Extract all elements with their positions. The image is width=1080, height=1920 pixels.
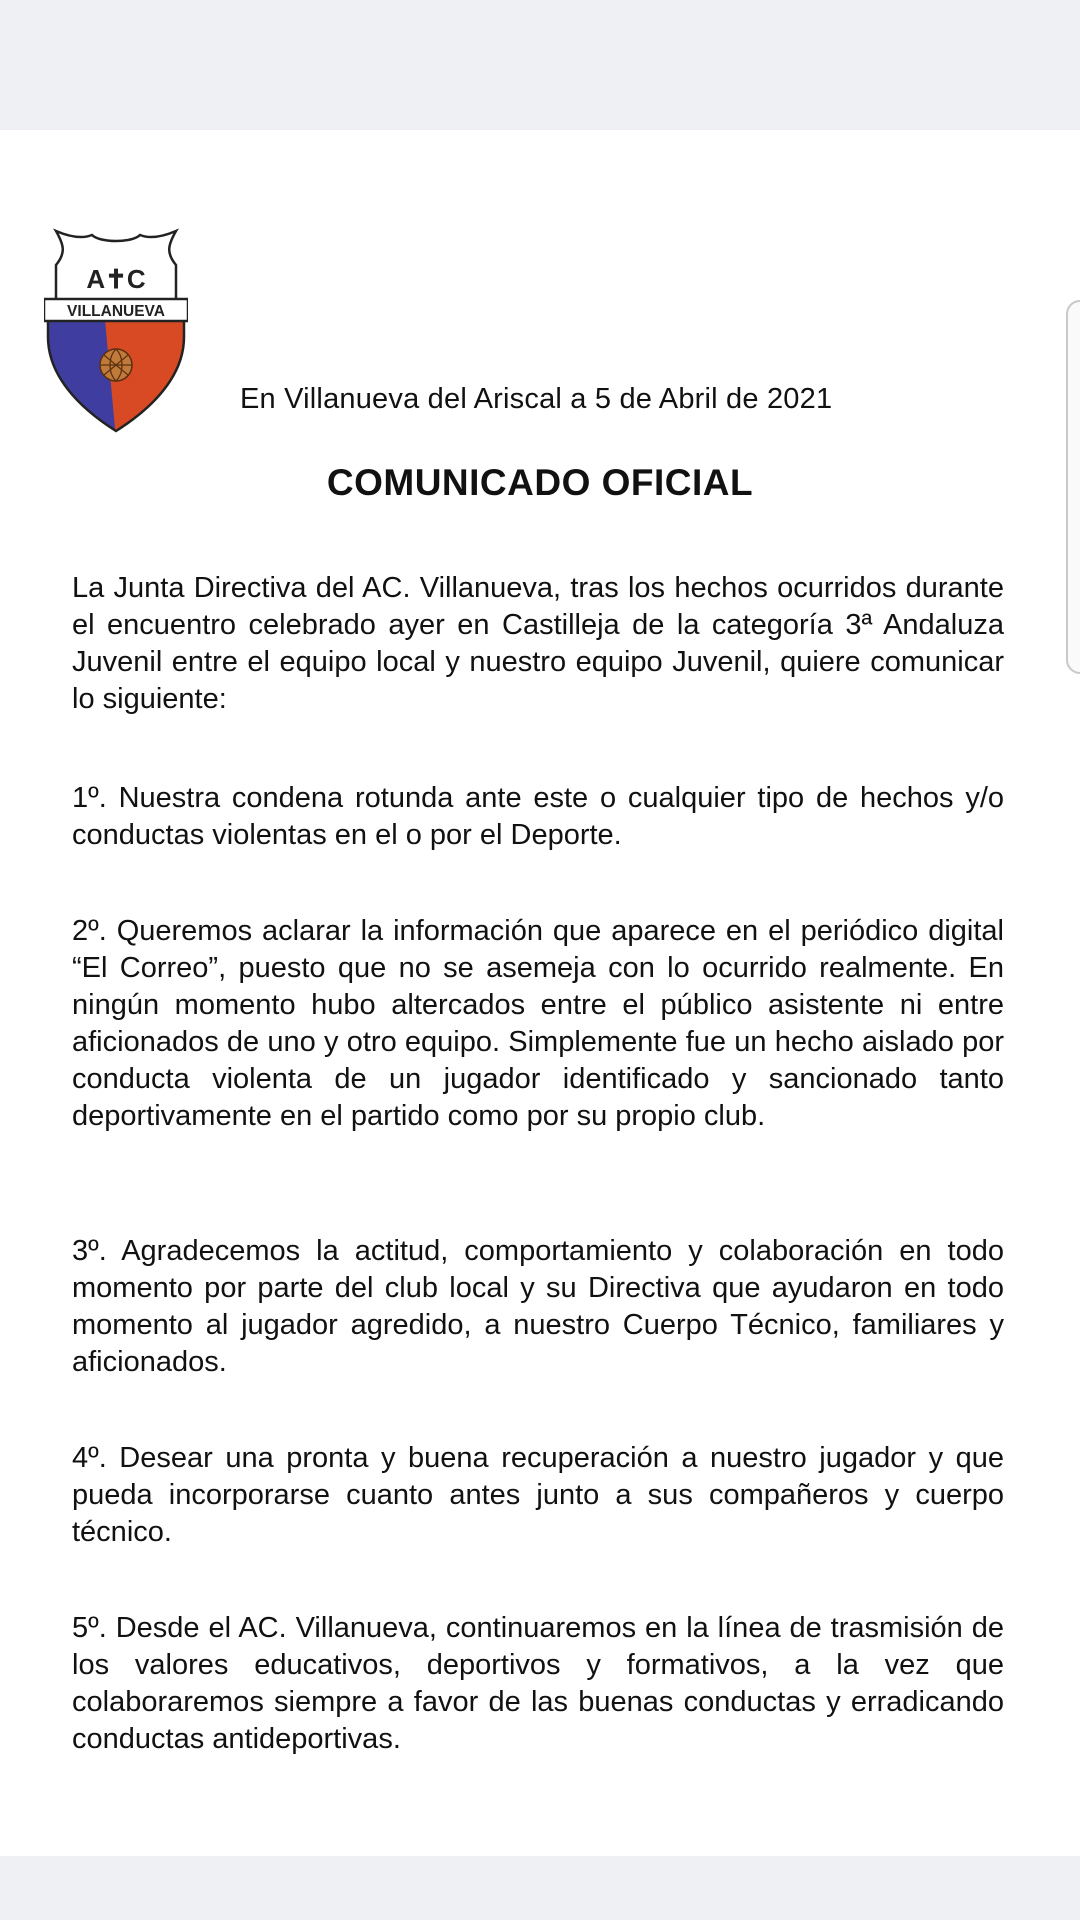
top-margin xyxy=(0,0,1080,130)
point-1-paragraph: 1º. Nuestra condena rotunda ante este o cualquier tipo de hechos y/o conductas violentas en el o por el Deporte. xyxy=(72,782,1004,851)
point-3-paragraph: 3º. Agradecemos la actitud, comportamiento y colaboración en todo momento por parte del club local y su Directiva que ayudaron en todo momento al jugador agredido, a nuestro Cuerpo Técnico, familiares y aficionados. xyxy=(72,1235,1004,1378)
intro-paragraph: La Junta Directiva del AC. Villanueva, tras los hechos ocurridos durante el encuentro celebrado ayer en Castilleja de la categoría 3ª Andaluza Juvenil entre el equipo local y nuestro equipo Juvenil, quiere comunicar lo siguiente: xyxy=(72,572,1004,715)
document-title: COMUNICADO OFICIAL xyxy=(326,462,754,503)
football-icon xyxy=(100,349,132,381)
point-2-paragraph: 2º. Queremos aclarar la información que aparece en el periódico digital “El Correo”, puesto que no se asemeja con lo ocurrido realmente. En ningún momento hubo altercados entre el público asistente ni entre aficionados de uno y otro equipo. Simplemente fue un hecho aislado por conducta violenta de un jugador identificado y sancionado tanto deportivamente en el partido como por su propio club. xyxy=(72,915,1004,1132)
crest-monogram-text: A✝C xyxy=(86,264,146,294)
crest-name-text: VILLANUEVA xyxy=(67,303,165,320)
club-crest-logo xyxy=(44,225,188,433)
place-and-date: En Villanueva del Ariscal a 5 de Abril de 2021 xyxy=(240,383,833,415)
point-5-paragraph: 5º. Desde el AC. Villanueva, continuaremos en la línea de trasmisión de los valores educativos, deportivos y formativos, a la vez que colaboraremos siempre a favor de las buenas conductas y erradicando conductas antideportivas. xyxy=(72,1612,1004,1755)
bottom-margin xyxy=(0,1856,1080,1920)
point-4-paragraph: 4º. Desear una pronta y buena recuperación a nuestro jugador y que pueda incorporarse cuanto antes junto a sus compañeros y cuerpo técnico. xyxy=(72,1442,1004,1548)
